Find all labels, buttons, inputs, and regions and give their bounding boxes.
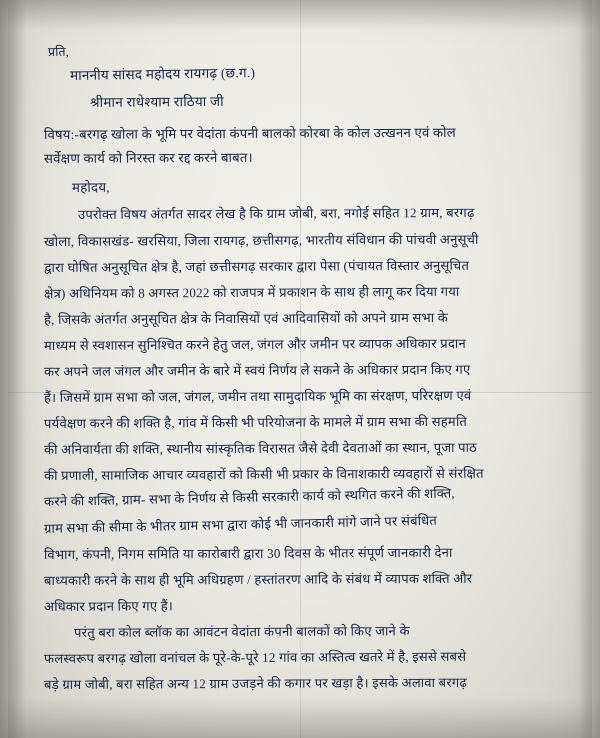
body-line-9: पर्यवेक्षण करने की शक्ति है, गांव में किसी भी परियोजना के मामले में ग्राम सभा की सहमति — [43, 413, 468, 432]
body2-line-1: परंतु बरा कोल ब्लॉक का आवंटन वेदांता कंपनी बालकों को किए जाने के — [73, 623, 410, 640]
body-line-4: क्षेत्र) अधिनियम को 8 अगस्त 2022 को राजपत्र में प्रकाशन के साथ ही लागू कर दिया गया — [43, 283, 460, 301]
body-line-13: ग्राम सभा की सीमा के भीतर ग्राम सभा द्वारा कोई भी जानकारी मांगे जाने पर संबंधित — [43, 512, 438, 536]
body-line-16: अधिकार प्रदान किए गए हैं। — [43, 598, 174, 614]
body-line-10: की अनिवार्यता की शक्ति, स्थानीय सांस्कृतिक विरासत जैसे देवी देवताओं का स्थान, पूजा पाठ — [43, 439, 478, 458]
subject-line-2: सर्वेक्षण कार्य को निरस्त कर रद्द करने बाबत। — [43, 149, 253, 166]
body-line-1: उपरोक्त विषय अंतर्गत सादर लेख है कि ग्राम जोबी, बरा, नगोई सहित 12 ग्राम, बरगढ़ — [77, 205, 475, 223]
body-line-12: करने की शक्ति, ग्राम- सभा के निर्णय से किसी सरकारी कार्य को स्थगित करने की शक्ति, — [43, 485, 455, 510]
body-line-2: खोला, विकासखंड- खरसिया, जिला रायगढ़, छत्तीसगढ़, भारतीय संविधान की पांचवी अनुसूची — [43, 231, 479, 249]
body-line-15: बाध्यकारी करने के साथ ही भूमि अधिग्रहण / हस्तांतरण आदि के संबंध में व्यापक शक्ति और — [43, 570, 473, 588]
subject-line-1: विषय:-बरगढ़ खोला के भूमि पर वेदांता कंपनी बालको कोरबा के कोल उत्खनन एवं कोल — [43, 124, 456, 142]
body-line-3: द्वारा घोषित अनुसूचित क्षेत्र है, जहां छत्तीसगढ़ सरकार द्वारा पेसा (पंचायत विस्तार अनुसूचित — [43, 257, 470, 275]
body2-line-3: बड़े ग्राम जोबी, बरा सहित अन्य 12 ग्राम उजड़ने की कगार पर खड़ा है। इसके अलावा बरगढ़ — [43, 674, 468, 693]
body-line-6: माध्यम से स्वशासन सुनिश्चित करने हेतु जल, जंगल और जमीन पर व्यापक अधिकार प्रदान — [43, 335, 466, 353]
body-line-7: कर अपने जल जंगल और जमीन के बारे में स्वयं निर्णय ले सकने के अधिकार प्रदान किए गए — [43, 361, 471, 379]
body2-line-2: फलस्वरूप बरगढ़ खोला वनांचल के पूरे-के-पूरे 12 गांव का अस्तित्व खतरे में है, इससे सबसे — [43, 648, 467, 666]
body-line-5: है, जिसके अंतर्गत अनुसूचित क्षेत्र के निवासियों एवं आदिवासियों को अपने ग्राम सभा के — [43, 309, 449, 327]
addressee-line-2: श्रीमान राधेश्याम राठिया जी — [89, 93, 224, 110]
body-line-14: विभाग, कंपनी, निगम समिति या कारोबारी द्वारा 30 दिवस के भीतर संपूर्ण जानकारी देना — [43, 544, 453, 562]
body-line-8: हैं। जिसमें ग्राम सभा को जल, जंगल, जमीन तथा सामुदायिक भूमि का संरक्षण, परिरक्षण एवं — [43, 387, 472, 406]
to-label: प्रति, — [47, 44, 70, 59]
salutation: महोदय, — [71, 179, 110, 195]
letter-body — [44, 46, 552, 704]
body-line-11: की प्रणाली, सामाजिक आचार व्यवहारों को किसी भी प्रकार के विनाशकारी व्यवहारों से संरक्षित — [43, 466, 484, 484]
addressee-line-1: माननीय सांसद महोदय रायगढ़ (छ.ग.) — [69, 65, 256, 84]
